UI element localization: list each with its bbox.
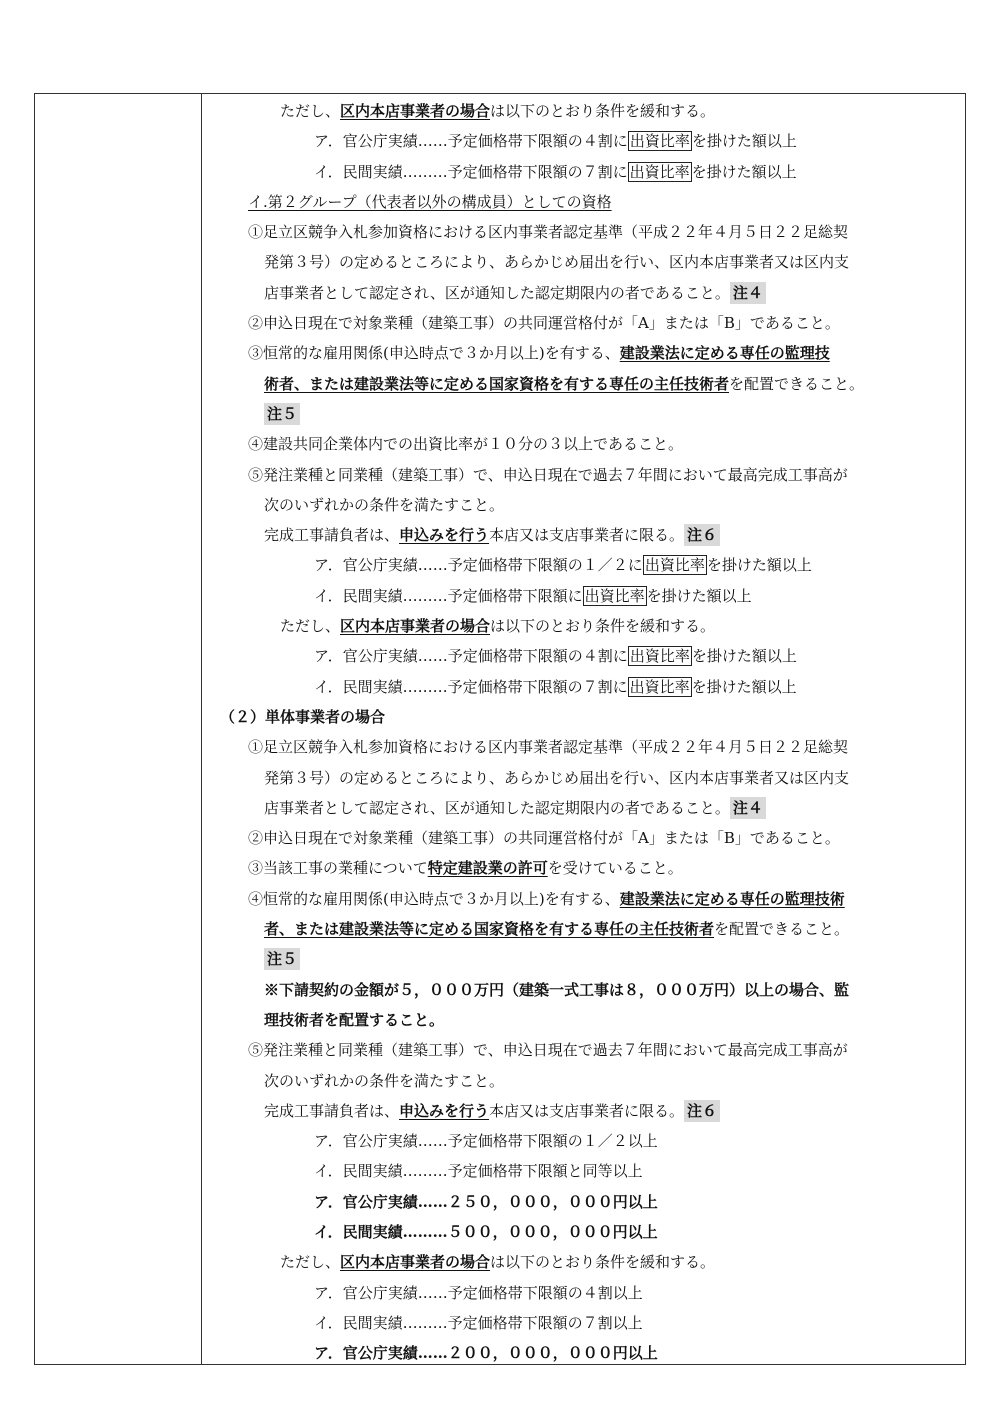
document-line <box>202 672 964 702</box>
boxed-term: 出資比率 <box>629 162 690 181</box>
bold-text: ア．官公庁実績……２５０，０００，０００円以上 <box>314 1192 658 1211</box>
document-line <box>202 550 964 580</box>
document-line <box>202 853 964 883</box>
text-segment: ア．官公庁実績……予定価格帯下限額の４割に <box>314 647 628 666</box>
document-line <box>202 732 964 762</box>
underlined-text: イ.第２グループ（代表者以外の構成員）としての資格 <box>248 192 612 211</box>
text-segment: ただし、 <box>280 1253 341 1272</box>
emphasis-text: 特定建設業の許可 <box>427 859 548 878</box>
document-line <box>202 338 964 368</box>
document-body <box>202 96 964 1368</box>
document-line <box>202 157 964 187</box>
document-line <box>202 278 964 308</box>
document-line <box>202 702 964 732</box>
document-line <box>202 1066 964 1096</box>
document-line <box>202 763 964 793</box>
emphasis-text: 建設業法に定める専任の監理技術 <box>619 889 845 908</box>
text-segment: ③恒常的な雇用関係(申込時点で３か月以上)を有する、 <box>248 344 620 363</box>
text-segment: 完成工事請負者は、 <box>264 526 400 545</box>
emphasis-text: 区内本店事業者の場合 <box>340 1253 491 1272</box>
text-segment: ただし、 <box>280 617 341 636</box>
document-line <box>202 429 964 459</box>
text-segment: ④建設共同企業体内での出資比率が１０分の３以上であること。 <box>248 435 684 454</box>
boxed-term: 出資比率 <box>629 647 690 666</box>
document-line <box>202 369 964 399</box>
document-line <box>202 96 964 126</box>
text-segment: ⑤発注業種と同業種（建築工事）で、申込日現在で過去７年間において最高完成工事高が <box>248 465 848 484</box>
text-segment: ただし、 <box>280 102 341 120</box>
bold-text: イ．民間実績………５００，０００，０００円以上 <box>314 1222 658 1241</box>
document-line <box>202 247 964 277</box>
text-segment: は以下のとおり条件を緩和する。 <box>490 102 716 120</box>
text-segment: 店事業者として認定され、区が通知した認定期限内の者であること。 <box>264 283 730 302</box>
text-segment: 完成工事請負者は、 <box>264 1101 400 1120</box>
note-badge: 注５ <box>264 948 300 970</box>
document-line <box>202 1308 964 1338</box>
bold-text: ※下請契約の金額が５，０００万円（建築一式工事は８，０００万円）以上の場合、監 <box>264 980 850 999</box>
note-badge: 注６ <box>684 1100 720 1122</box>
text-segment: は以下のとおり条件を緩和する。 <box>490 1253 716 1272</box>
text-segment: を配置できること。 <box>714 920 850 939</box>
text-segment: イ．民間実績………予定価格帯下限額の７割以上 <box>314 1313 643 1332</box>
text-segment: ア．官公庁実績……予定価格帯下限額の１／２に <box>314 556 643 575</box>
document-line <box>202 1156 964 1186</box>
emphasis-text: 区内本店事業者の場合 <box>340 102 491 120</box>
document-line <box>202 1247 964 1277</box>
text-segment: 本店又は支店事業者に限る。 <box>489 1101 685 1120</box>
text-segment: を掛けた額以上 <box>691 162 797 181</box>
document-line <box>202 1217 964 1247</box>
document-line <box>202 884 964 914</box>
document-line <box>202 1278 964 1308</box>
note-badge: 注４ <box>730 282 766 304</box>
emphasis-text: 者、または建設業法等に定める国家資格を有する専任の主任技術者 <box>264 920 715 939</box>
document-line <box>202 187 964 217</box>
document-line <box>202 399 964 429</box>
document-line <box>202 611 964 641</box>
text-segment: イ．民間実績………予定価格帯下限額と同等以上 <box>314 1162 643 1181</box>
note-badge: 注５ <box>264 403 300 425</box>
document-line <box>202 1096 964 1126</box>
document-line <box>202 1126 964 1156</box>
text-segment: 発第３号）の定めるところにより、あらかじめ届出を行い、区内本店事業者又は区内支 <box>264 253 850 272</box>
note-badge: 注６ <box>684 524 720 546</box>
text-segment: ⑤発注業種と同業種（建築工事）で、申込日現在で過去７年間において最高完成工事高が <box>248 1041 848 1060</box>
text-segment: イ．民間実績………予定価格帯下限額の７割に <box>314 162 628 181</box>
text-segment: ②申込日現在で対象業種（建築工事）の共同運営格付が「A」または「B」であること。 <box>248 314 840 333</box>
document-line <box>202 975 964 1005</box>
text-segment: イ．民間実績………予定価格帯下限額に <box>314 586 583 605</box>
emphasis-text: 区内本店事業者の場合 <box>340 617 491 636</box>
document-line <box>202 1035 964 1065</box>
boxed-term: 出資比率 <box>644 556 705 575</box>
text-segment: 発第３号）の定めるところにより、あらかじめ届出を行い、区内本店事業者又は区内支 <box>264 768 850 787</box>
document-line <box>202 1187 964 1217</box>
boxed-term: 出資比率 <box>629 132 690 151</box>
document-line <box>202 793 964 823</box>
note-badge: 注４ <box>730 797 766 819</box>
emphasis-text: 建設業法に定める専任の監理技 <box>619 344 830 363</box>
text-segment: を配置できること。 <box>729 374 865 393</box>
text-segment: ①足立区競争入札参加資格における区内事業者認定基準（平成２２年４月５日２２足総契 <box>248 738 849 757</box>
emphasis-text: 申込みを行う <box>399 526 490 545</box>
document-line <box>202 823 964 853</box>
document-line <box>202 308 964 338</box>
text-segment: ア．官公庁実績……予定価格帯下限額の１／２以上 <box>314 1132 658 1151</box>
emphasis-text: 術者、または建設業法等に定める国家資格を有する専任の主任技術者 <box>264 374 730 393</box>
text-segment: ア．官公庁実績……予定価格帯下限額の４割以上 <box>314 1283 643 1302</box>
text-segment: ア．官公庁実績……予定価格帯下限額の４割に <box>314 132 628 151</box>
text-segment: を掛けた額以上 <box>706 556 812 575</box>
bold-text: （２）単体事業者の場合 <box>220 707 386 726</box>
document-line <box>202 1005 964 1035</box>
text-segment: ①足立区競争入札参加資格における区内事業者認定基準（平成２２年４月５日２２足総契 <box>248 223 849 242</box>
text-segment: を掛けた額以上 <box>691 677 797 696</box>
document-line <box>202 581 964 611</box>
text-segment: 本店又は支店事業者に限る。 <box>489 526 685 545</box>
text-segment: を掛けた額以上 <box>691 132 797 151</box>
text-segment: を掛けた額以上 <box>691 647 797 666</box>
boxed-term: 出資比率 <box>584 586 645 605</box>
text-segment: を掛けた額以上 <box>646 586 752 605</box>
bold-text: ア．官公庁実績……２００，０００，０００円以上 <box>314 1344 658 1363</box>
text-segment: は以下のとおり条件を緩和する。 <box>490 617 716 636</box>
document-line <box>202 460 964 490</box>
bold-text: 理技術者を配置すること。 <box>264 1010 445 1029</box>
document-line <box>202 641 964 671</box>
text-segment: 次のいずれかの条件を満たすこと。 <box>264 1071 505 1090</box>
boxed-term: 出資比率 <box>629 677 690 696</box>
text-segment: 店事業者として認定され、区が通知した認定期限内の者であること。 <box>264 798 730 817</box>
text-segment: ③当該工事の業種について <box>248 859 428 878</box>
text-segment: ④恒常的な雇用関係(申込時点で３か月以上)を有する、 <box>248 889 620 908</box>
text-segment: 次のいずれかの条件を満たすこと。 <box>264 495 505 514</box>
text-segment: ②申込日現在で対象業種（建築工事）の共同運営格付が「A」または「B」であること。 <box>248 829 840 848</box>
document-line <box>202 914 964 944</box>
document-line <box>202 217 964 247</box>
document-line <box>202 1338 964 1368</box>
document-line <box>202 520 964 550</box>
document-line <box>202 944 964 974</box>
text-segment: を受けていること。 <box>547 859 683 878</box>
document-line <box>202 490 964 520</box>
emphasis-text: 申込みを行う <box>399 1101 490 1120</box>
text-segment: イ．民間実績………予定価格帯下限額の７割に <box>314 677 628 696</box>
document-line <box>202 126 964 156</box>
